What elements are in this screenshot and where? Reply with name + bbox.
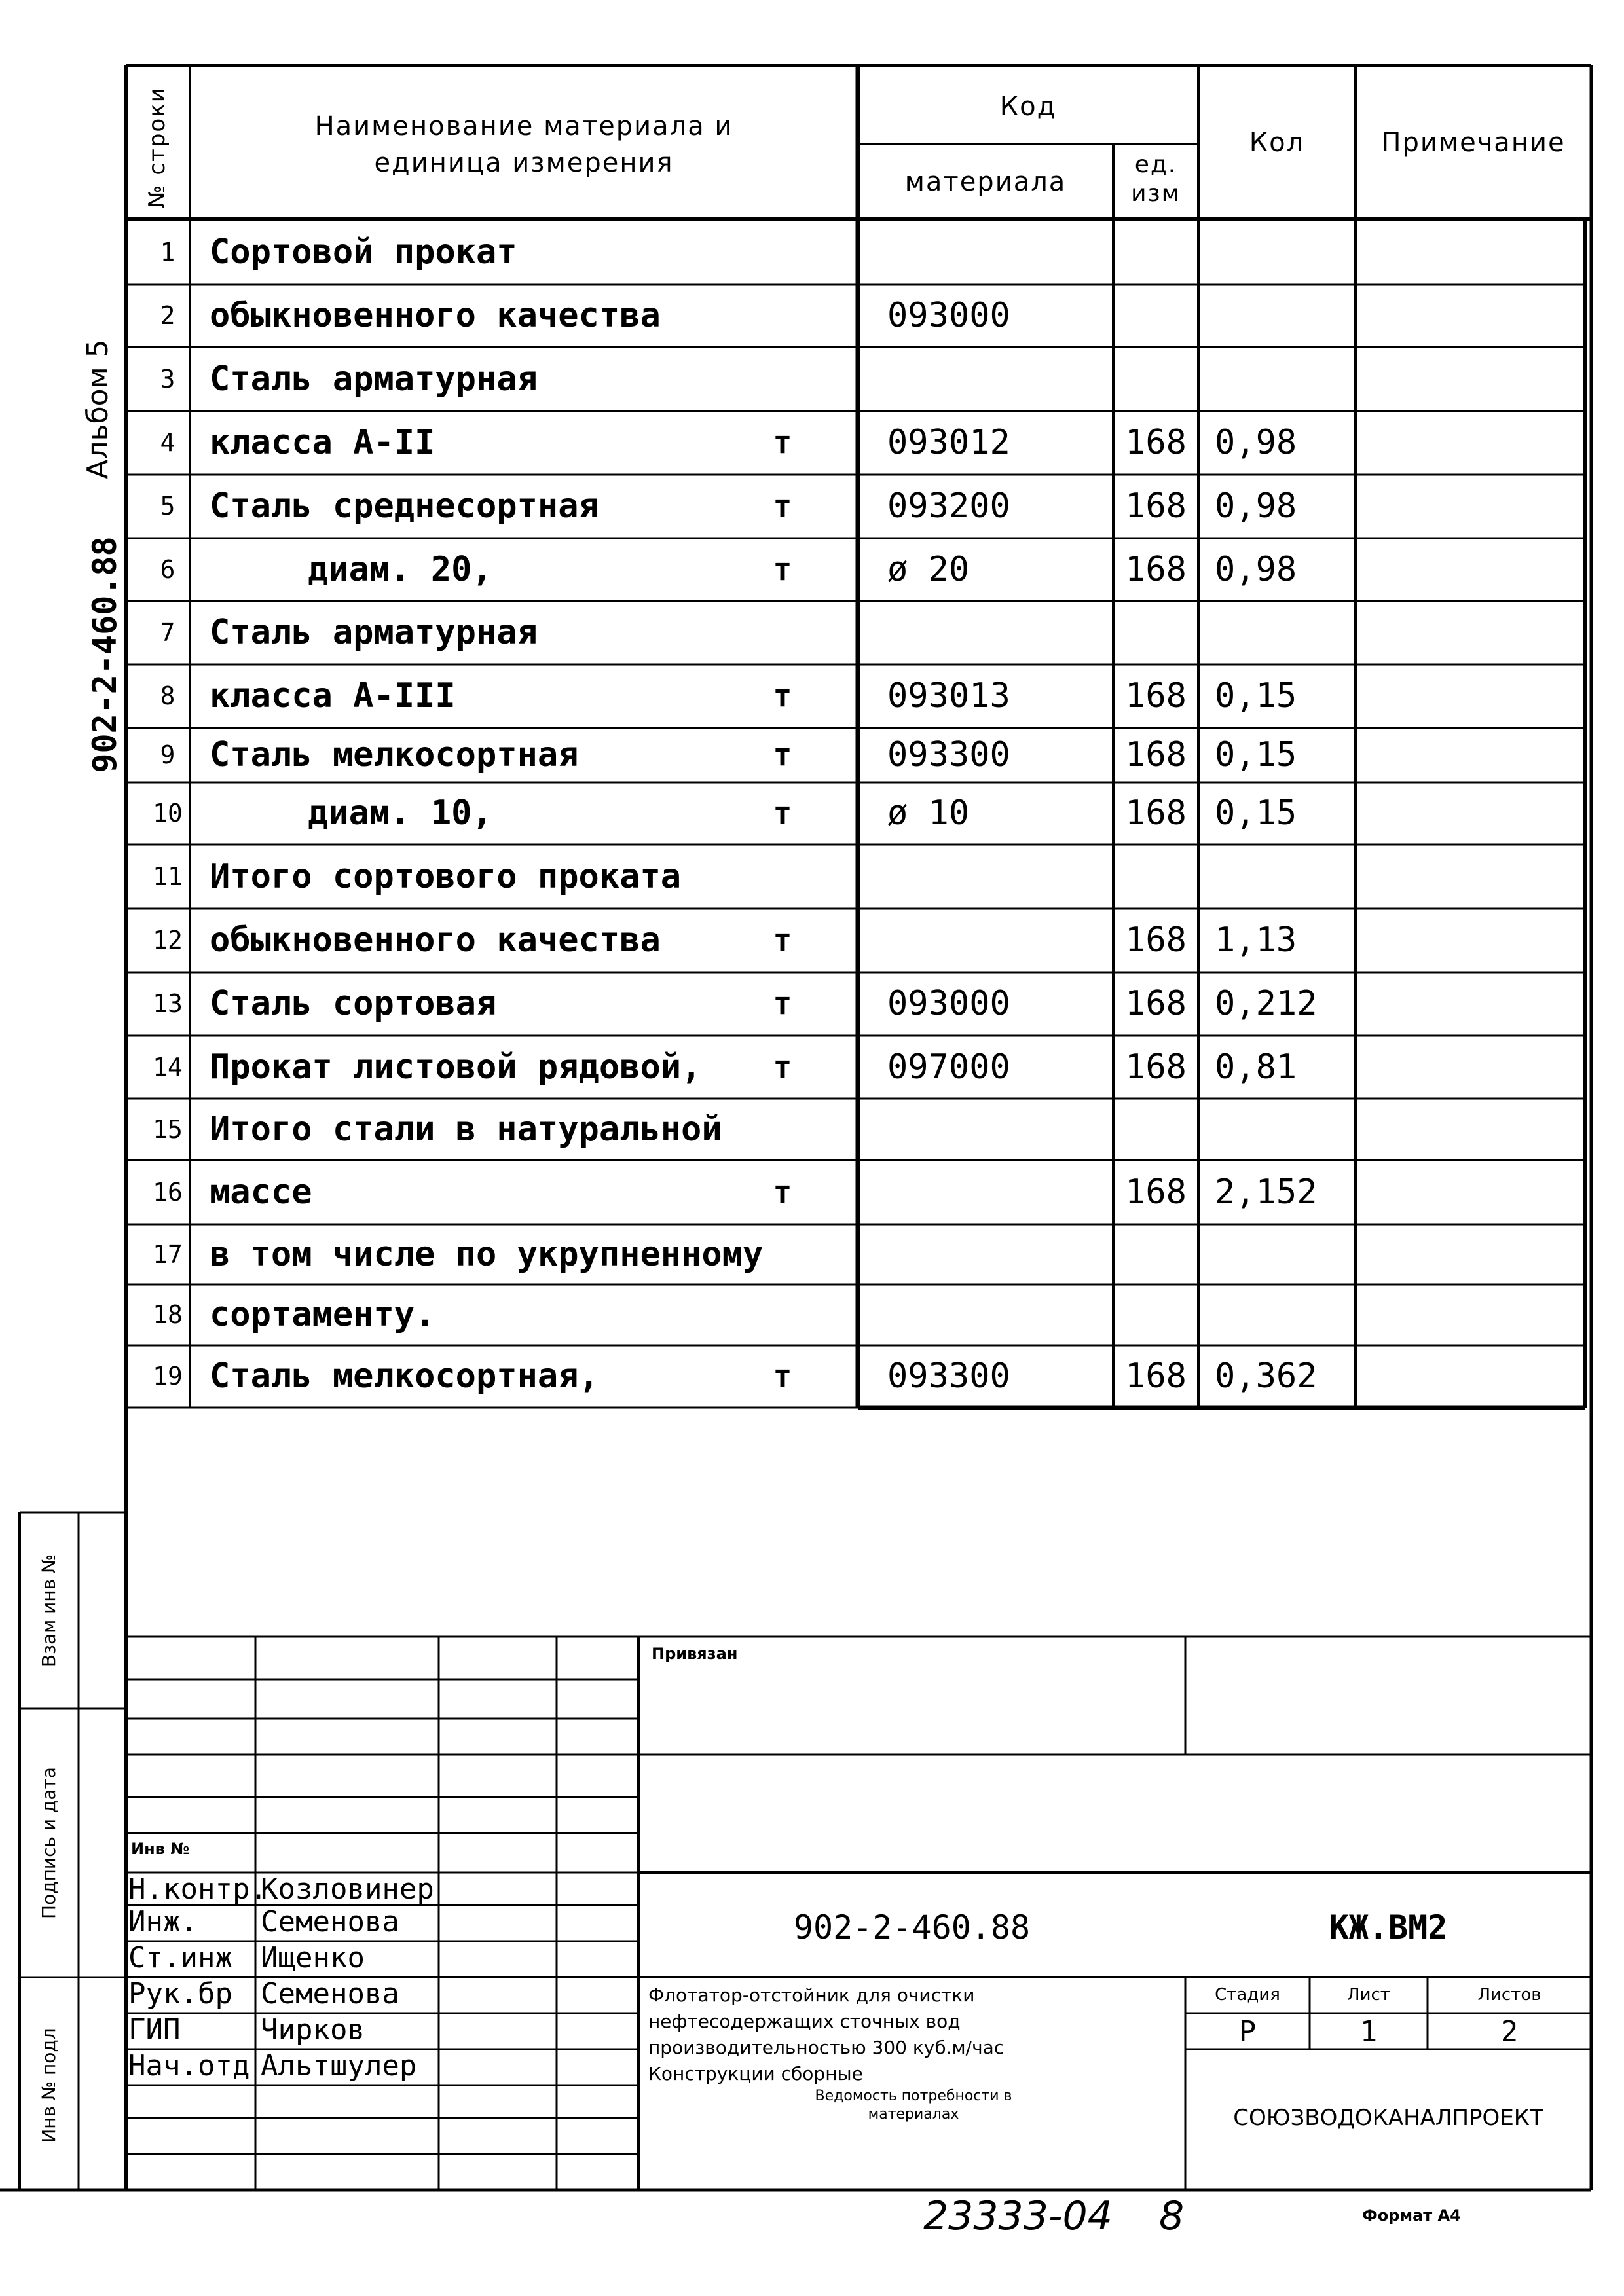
row-number: 6 — [160, 555, 175, 584]
staff-name: Семенова — [261, 1977, 399, 2011]
inv-no-label: Инв № — [131, 1840, 190, 1858]
row-unit: т — [773, 795, 792, 831]
row-name: Прокат листовой рядовой, — [210, 1048, 702, 1087]
row-number: 5 — [160, 492, 175, 520]
row-name: Сталь среднесортная — [210, 486, 599, 526]
row-qty: 0,98 — [1215, 486, 1297, 526]
row-name: диам. 10, — [308, 793, 492, 833]
row-unit-code: 168 — [1125, 920, 1187, 960]
row-unit-code — [1113, 1285, 1198, 1345]
staff-role: Н.контр. — [128, 1872, 267, 1906]
organization: СОЮЗВОДОКАНАЛПРОЕКТ — [1233, 2105, 1543, 2131]
handwritten-number: 23333-04 — [923, 2193, 1113, 2239]
album-label: Альбом 5 — [81, 339, 115, 479]
staff-role: Нач.отд — [128, 2049, 250, 2083]
row-unit: т — [773, 985, 792, 1022]
row-unit-code: 168 — [1125, 1173, 1187, 1212]
description-line: производительностью 300 куб.м/час — [648, 2037, 1005, 2058]
row-name: массе — [210, 1173, 312, 1212]
row-name: в том числе по укрупненному — [210, 1235, 764, 1274]
row-code: 093200 — [887, 486, 1010, 526]
row-name: Итого сортового проката — [210, 857, 682, 896]
row-unit-code: 168 — [1125, 793, 1187, 833]
row-qty: 0,15 — [1215, 676, 1297, 716]
description-subline: Ведомость потребности в — [815, 2088, 1012, 2104]
row-code: 093300 — [887, 735, 1010, 774]
description-subline: материалах — [868, 2106, 959, 2123]
row-code: 093300 — [887, 1357, 1010, 1396]
row-code: 093012 — [887, 423, 1010, 462]
staff-name: Ищенко — [261, 1941, 365, 1975]
stamp-podpis: Подпись и дата — [38, 1767, 60, 1919]
row-number: 1 — [160, 238, 175, 266]
row-number: 11 — [153, 862, 183, 891]
row-number: 9 — [160, 740, 175, 769]
row-qty: 0,15 — [1215, 735, 1297, 774]
row-number: 19 — [153, 1362, 183, 1391]
row-number: 14 — [153, 1053, 183, 1082]
row-unit-code — [1113, 285, 1198, 347]
description-line: Флотатор-отстойник для очистки — [648, 1984, 975, 2006]
row-qty: 2,152 — [1215, 1173, 1318, 1212]
row-unit: т — [773, 488, 792, 524]
row-unit — [763, 1099, 802, 1160]
row-unit-code — [1113, 845, 1198, 909]
stamp-vzam: Взам инв № — [38, 1554, 60, 1667]
row-unit: т — [773, 424, 792, 461]
stamp-inv: Инв № подл — [38, 2028, 60, 2143]
row-code: 093013 — [887, 676, 1010, 716]
row-number: 13 — [153, 989, 183, 1018]
row-number: 12 — [153, 926, 183, 955]
row-code: ø 10 — [887, 793, 970, 833]
row-unit — [763, 285, 802, 347]
row-qty: 0,81 — [1215, 1048, 1297, 1087]
row-number: 4 — [160, 428, 175, 457]
row-name: Сталь арматурная — [210, 359, 538, 399]
row-unit-code — [1113, 347, 1198, 411]
row-unit — [763, 845, 802, 909]
row-unit-code: 168 — [1125, 984, 1187, 1023]
description-line: нефтесодержащих сточных вод — [648, 2011, 961, 2032]
header-code-material: материала — [904, 167, 1067, 197]
row-unit-code: 168 — [1125, 550, 1187, 589]
row-name: Сталь мелкосортная, — [210, 1357, 599, 1396]
row-unit-code: 168 — [1125, 676, 1187, 716]
row-name: класса А-II — [210, 423, 435, 462]
row-code: 097000 — [887, 1048, 1010, 1087]
staff-name: Чирков — [261, 2013, 365, 2047]
row-name: обыкновенного качества — [210, 920, 661, 960]
row-unit-code — [1113, 219, 1198, 285]
stage-label: Стадия — [1215, 1985, 1280, 2005]
staff-name: Альтшулер — [261, 2049, 417, 2083]
row-name: обыкновенного качества — [210, 296, 661, 335]
row-number: 17 — [153, 1240, 183, 1269]
row-number: 16 — [153, 1178, 183, 1207]
staff-role: Рук.бр — [128, 1977, 232, 2011]
sheets-label: Листов — [1477, 1985, 1541, 2005]
staff-role: ГИП — [128, 2013, 181, 2047]
header-row-number: № строки — [144, 86, 170, 208]
header-code-unit: ед. изм — [1131, 151, 1181, 207]
row-number: 2 — [160, 301, 175, 330]
format-label: Формат А4 — [1362, 2206, 1461, 2225]
staff-name: Козловинер — [261, 1872, 434, 1906]
row-number: 8 — [160, 682, 175, 710]
staff-name: Семенова — [261, 1905, 399, 1939]
row-unit-code: 168 — [1125, 1048, 1187, 1087]
row-name: Итого стали в натуральной — [210, 1110, 722, 1149]
row-unit: т — [773, 1358, 792, 1394]
row-name: диам. 20, — [308, 550, 492, 589]
header-code: Код — [999, 92, 1057, 122]
row-qty: 1,13 — [1215, 920, 1297, 960]
staff-role: Инж. — [128, 1905, 198, 1939]
row-unit-code — [1113, 1099, 1198, 1160]
row-unit — [763, 219, 802, 285]
row-code: 093000 — [887, 984, 1010, 1023]
row-number: 7 — [160, 618, 175, 647]
row-qty: 0,362 — [1215, 1357, 1318, 1396]
row-number: 10 — [153, 799, 183, 828]
row-unit — [763, 1224, 802, 1285]
row-code: 093000 — [887, 296, 1010, 335]
row-unit — [763, 601, 802, 665]
side-doc-number: 902-2-460.88 — [86, 536, 124, 773]
row-unit-code: 168 — [1125, 486, 1187, 526]
sheet-label: Лист — [1347, 1985, 1390, 2005]
row-name: Сталь мелкосортная — [210, 735, 579, 774]
row-unit-code — [1113, 601, 1198, 665]
row-unit: т — [773, 922, 792, 958]
sheet-code: КЖ.ВМ2 — [1329, 1908, 1448, 1946]
stage-value: Р — [1238, 2015, 1257, 2049]
doc-code: 902-2-460.88 — [793, 1908, 1031, 1946]
row-unit: т — [773, 551, 792, 588]
handwritten-page: 8 — [1159, 2193, 1185, 2239]
row-qty: 0,98 — [1215, 423, 1297, 462]
header-qty: Кол — [1249, 128, 1305, 158]
row-unit: т — [773, 1049, 792, 1085]
row-unit-code — [1113, 1224, 1198, 1285]
row-unit — [763, 1285, 802, 1345]
row-unit: т — [773, 1174, 792, 1211]
description-line: Конструкции сборные — [648, 2063, 863, 2085]
row-name: Сортовой прокат — [210, 232, 517, 272]
row-number: 15 — [153, 1115, 183, 1144]
row-qty: 0,98 — [1215, 550, 1297, 589]
row-name: Сталь арматурная — [210, 613, 538, 652]
sheets-value: 2 — [1500, 2015, 1519, 2049]
row-unit-code: 168 — [1125, 735, 1187, 774]
staff-role: Ст.инж — [128, 1941, 232, 1975]
row-number: 3 — [160, 365, 175, 393]
row-unit — [763, 347, 802, 411]
row-code: ø 20 — [887, 550, 970, 589]
row-unit-code: 168 — [1125, 1357, 1187, 1396]
row-name: сортаменту. — [210, 1295, 435, 1334]
row-unit: т — [773, 678, 792, 714]
row-qty: 0,212 — [1215, 984, 1318, 1023]
row-unit-code: 168 — [1125, 423, 1187, 462]
description — [648, 1982, 1179, 2124]
header-note: Примечание — [1381, 128, 1566, 158]
row-unit: т — [773, 737, 792, 773]
row-qty: 0,15 — [1215, 793, 1297, 833]
sheet-value: 1 — [1359, 2015, 1378, 2049]
row-name: Сталь сортовая — [210, 984, 497, 1023]
header-name: Наименование материала и единица измерения — [314, 111, 733, 178]
row-number: 18 — [153, 1300, 183, 1329]
row-name: класса А-III — [210, 676, 456, 716]
privyazan-label: Привязан — [652, 1645, 738, 1663]
